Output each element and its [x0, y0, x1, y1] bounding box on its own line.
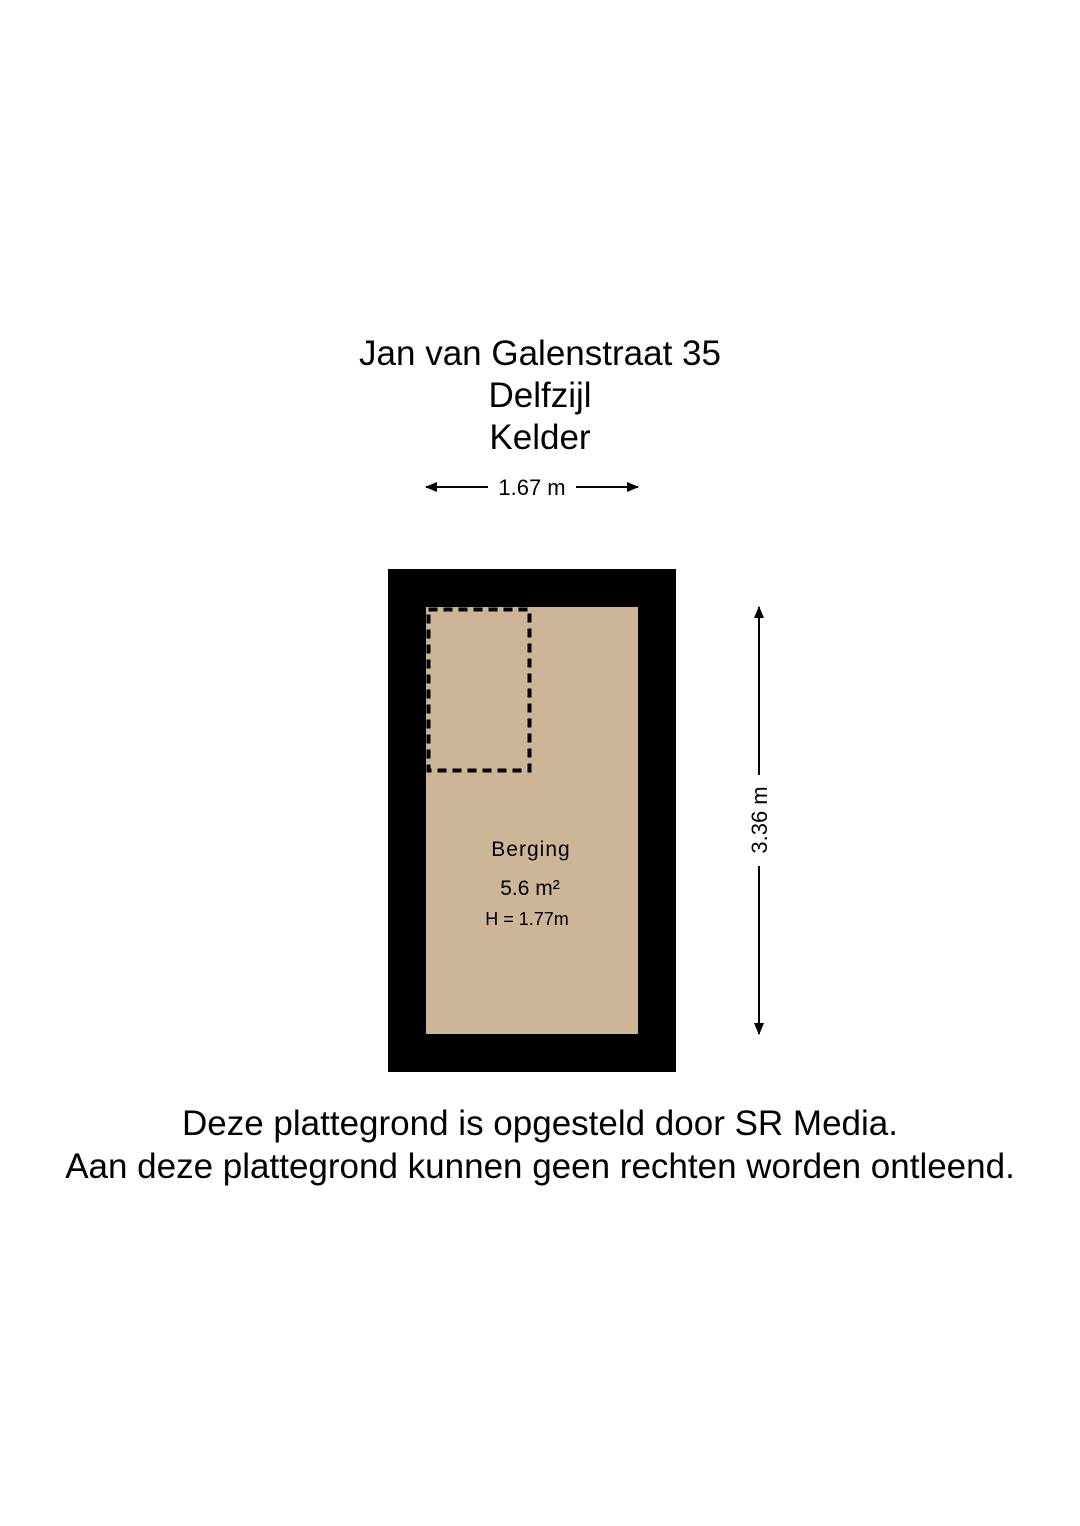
- depth-label: 3.36 m: [747, 786, 772, 854]
- room-area: 5.6 m²: [500, 877, 560, 900]
- width-dimension: [426, 475, 638, 500]
- floor-title: Kelder: [489, 418, 591, 457]
- room-height: H = 1.77m: [485, 909, 569, 929]
- room-name: Berging: [491, 838, 571, 861]
- width-label: 1.67 m: [498, 475, 566, 500]
- room-floor-berging: [426, 607, 638, 1034]
- address-title: Jan van Galenstraat 35: [359, 334, 721, 373]
- disclaimer-line-1: Deze plattegrond is opgesteld door SR Media.: [182, 1104, 898, 1143]
- disclaimer-line-2: Aan deze plattegrond kunnen geen rechten worden ontleend.: [65, 1147, 1015, 1186]
- depth-dimension: [747, 607, 772, 1034]
- city-title: Delfzijl: [488, 376, 592, 415]
